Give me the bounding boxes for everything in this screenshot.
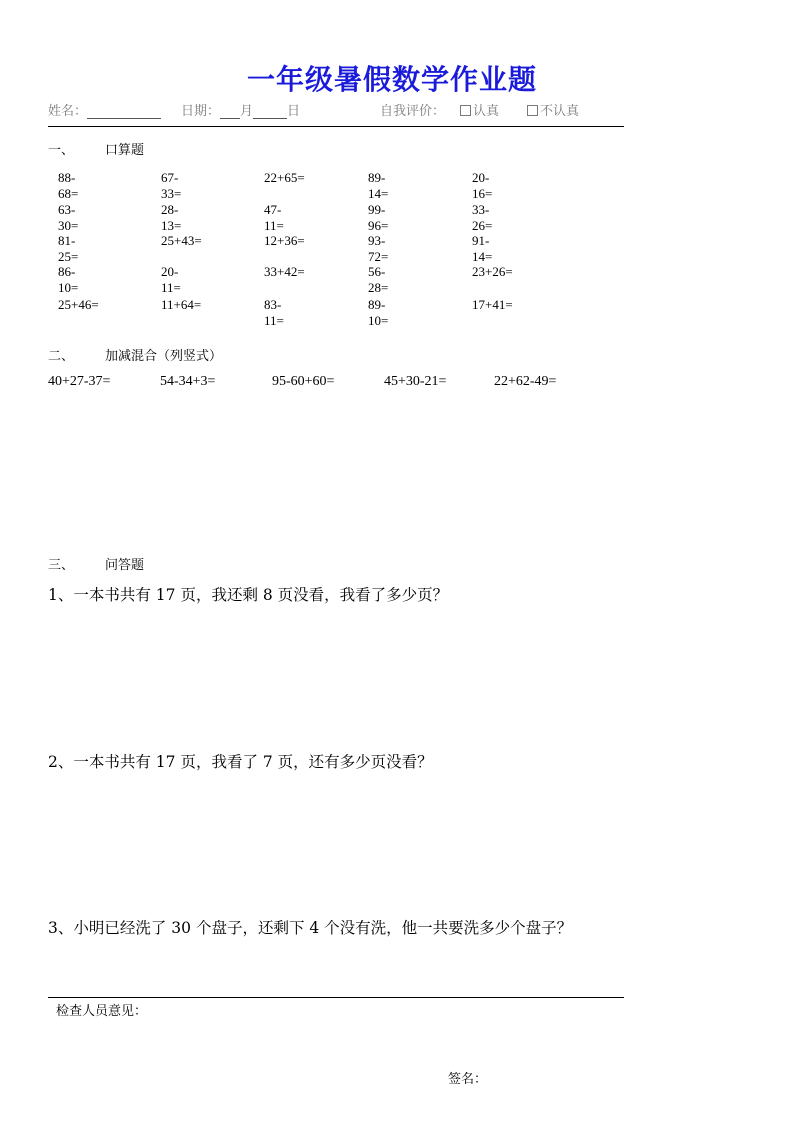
name-blank[interactable] <box>87 105 161 119</box>
mixed-problem: 45+30-21= <box>384 374 447 389</box>
section3-title: 问答题 <box>105 558 145 573</box>
checkbox-icon[interactable] <box>460 105 471 116</box>
question-3: 3、小明已经洗了 30 个盘子，还剩下 4 个没有洗，他一共要洗多少个盘子？ <box>48 919 573 937</box>
option-serious[interactable] <box>460 100 499 119</box>
problem-cell: 17+41= <box>472 297 513 312</box>
problem-cell: 67-33= <box>161 170 182 201</box>
problem-cell: 81-25= <box>58 233 79 264</box>
problem-cell: 93-72= <box>368 233 389 264</box>
question-1: 1、一本书共有 17 页，我还剩 8 页没看，我看了多少页？ <box>48 586 449 604</box>
section1-title: 口算题 <box>105 143 145 158</box>
problem-cell: 91-14= <box>472 233 493 264</box>
header-divider <box>48 126 624 127</box>
section2-title: 加减混合（列竖式） <box>105 349 223 364</box>
date-label: 日期： <box>181 104 221 119</box>
problem-cell: 33-26= <box>472 202 493 233</box>
question-2: 2、一本书共有 17 页，我看了 7 页，还有多少页没看？ <box>48 753 433 771</box>
section2-number: 二、 <box>48 349 75 364</box>
problem-cell: 33+42= <box>264 264 305 279</box>
name-label: 姓名： <box>48 104 88 119</box>
problem-cell: 89-14= <box>368 170 389 201</box>
problem-cell: 20-16= <box>472 170 493 201</box>
footer-divider <box>48 997 624 998</box>
checkbox-icon[interactable] <box>527 105 538 116</box>
reviewer-comment-label: 检查人员意见： <box>56 1004 148 1019</box>
problem-cell: 47-11= <box>264 202 284 233</box>
section1-number: 一、 <box>48 143 75 158</box>
problem-cell: 86-10= <box>58 264 79 295</box>
month-blank[interactable] <box>220 105 240 119</box>
problem-cell: 88-68= <box>58 170 79 201</box>
mixed-problem: 54-34+3= <box>160 374 216 389</box>
day-label: 日 <box>287 104 301 119</box>
month-label: 月 <box>240 104 254 119</box>
page-title: 一年级暑假数学作业题 <box>247 63 538 96</box>
day-blank[interactable] <box>253 105 287 119</box>
mixed-problem: 95-60+60= <box>272 374 335 389</box>
problem-cell: 89-10= <box>368 297 389 328</box>
problem-cell: 22+65= <box>264 170 305 185</box>
name-field[interactable] <box>48 100 161 119</box>
option-serious-label: 认真 <box>473 104 500 119</box>
problem-cell: 12+36= <box>264 233 305 248</box>
problem-cell: 25+46= <box>58 297 99 312</box>
problem-cell: 23+26= <box>472 264 513 279</box>
option-not-serious-label: 不认真 <box>540 104 580 119</box>
mixed-problem: 40+27-37= <box>48 374 111 389</box>
option-not-serious[interactable] <box>527 100 579 119</box>
section3-number: 三、 <box>48 558 75 573</box>
mixed-problem: 22+62-49= <box>494 374 557 389</box>
signature-label: 签名： <box>448 1072 488 1087</box>
self-eval-label: 自我评价： <box>380 104 446 119</box>
problem-cell: 20-11= <box>161 264 181 295</box>
problem-cell: 83-11= <box>264 297 284 328</box>
problem-cell: 28-13= <box>161 202 182 233</box>
problem-cell: 99-96= <box>368 202 389 233</box>
date-field[interactable] <box>181 100 300 119</box>
problem-cell: 11+64= <box>161 297 202 312</box>
problem-cell: 25+43= <box>161 233 202 248</box>
problem-cell: 63-30= <box>58 202 79 233</box>
problem-cell: 56-28= <box>368 264 389 295</box>
